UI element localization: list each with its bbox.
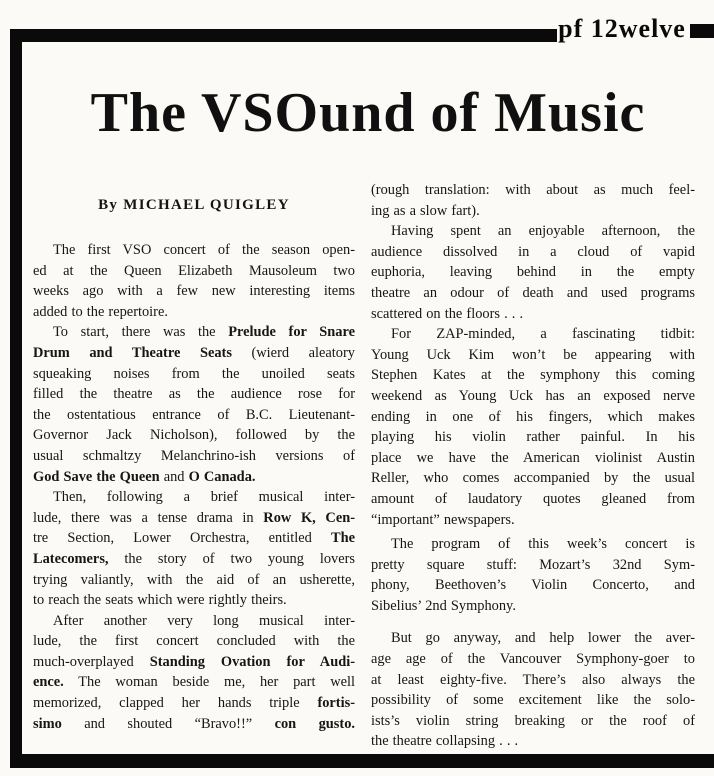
text-segment: scattered on the floors . . . — [371, 305, 524, 322]
page-folio: pf 12welve — [558, 14, 686, 43]
bold-text-segment: Standing Ovation for Audi- — [149, 653, 355, 670]
article-byline: By MICHAEL QUIGLEY — [98, 197, 290, 213]
text-segment: ed at the Queen Elizabeth Mausoleum two — [33, 262, 355, 279]
text-segment: weekend as Young Uck has an exposed nerve — [371, 387, 695, 404]
text-line — [371, 489, 695, 510]
text-segment: squeaking noises from the unoiled seats — [33, 365, 355, 382]
text-segment: phony, Beethoven’s Violin Concerto, and — [371, 577, 695, 594]
text-line — [33, 631, 355, 652]
text-segment: added to the repertoire. — [33, 303, 168, 320]
paragraph — [33, 322, 355, 487]
text-segment: Young Uck Kim won’t be appearing with — [371, 346, 695, 363]
text-line — [371, 649, 695, 670]
text-line — [371, 596, 695, 617]
text-line — [33, 281, 355, 302]
text-segment: (rough translation: with about as much feel- — [371, 182, 695, 198]
text-segment: “important” newspapers. — [371, 511, 515, 528]
text-segment: Governor Jack Nicholson), followed by the — [33, 427, 355, 444]
text-segment: The woman beside me, her part well — [63, 674, 355, 691]
text-line — [33, 322, 355, 343]
text-segment: (wierd aleatory — [231, 344, 355, 361]
text-line — [33, 714, 355, 735]
text-segment: The program of this week’s concert is — [391, 536, 695, 553]
text-line — [371, 555, 695, 576]
bold-text-segment: O Canada. — [188, 468, 256, 485]
text-line — [33, 384, 355, 405]
bold-text-segment: simo — [33, 715, 62, 732]
text-line — [371, 221, 695, 242]
text-segment: Reller, who comes accompanied by the usual — [371, 470, 695, 487]
paragraph — [33, 487, 355, 611]
text-line — [33, 343, 355, 364]
frame-left-bar — [10, 29, 22, 768]
article-column-left — [33, 240, 355, 734]
text-line — [33, 528, 355, 549]
text-line — [33, 693, 355, 714]
text-line — [371, 262, 695, 283]
text-line — [33, 590, 355, 611]
text-line — [371, 575, 695, 596]
text-line — [371, 448, 695, 469]
text-line — [33, 302, 355, 323]
bold-text-segment: Cen- — [325, 509, 355, 526]
text-segment: For ZAP-minded, a fascinating tidbit: — [391, 326, 695, 343]
paragraph — [33, 611, 355, 735]
bold-text-segment: God Save the Queen — [33, 468, 160, 485]
text-segment: But go anyway, and help lower the aver- — [391, 630, 695, 647]
bold-text-segment: Drum and Theatre Seats — [33, 344, 232, 361]
text-line — [33, 261, 355, 282]
text-segment: place we have the American violinist Austin — [371, 449, 695, 466]
text-segment: ending in one of his fingers, which makes — [371, 408, 695, 425]
text-segment: euphoria, leaving behind in the empty — [371, 264, 695, 281]
text-line — [33, 425, 355, 446]
text-line — [33, 446, 355, 467]
bold-text-segment: Latecomers, — [33, 550, 109, 567]
text-segment: age age of the Vancouver Symphony-goer to — [371, 651, 695, 668]
text-line — [371, 201, 695, 222]
paragraph — [371, 324, 695, 530]
bold-text-segment: Row K, — [263, 509, 316, 526]
text-segment: playing his violin rather painful. In his — [371, 429, 695, 446]
text-line — [371, 180, 695, 201]
text-line — [33, 487, 355, 508]
text-line — [33, 611, 355, 632]
text-segment: lude, there was a tense drama in — [33, 509, 264, 526]
text-line — [33, 508, 355, 529]
text-segment: the theatre collapsing . . . — [371, 733, 519, 750]
text-line — [371, 345, 695, 366]
text-line — [33, 570, 355, 591]
text-line — [371, 534, 695, 555]
text-line — [371, 324, 695, 345]
text-line — [33, 549, 355, 570]
text-segment: to reach the seats which were rightly theirs. — [33, 592, 287, 609]
text-line — [33, 672, 355, 693]
text-line — [33, 467, 355, 488]
text-segment: trying valiantly, with the aid of an usherette, — [33, 571, 355, 588]
paragraph — [371, 534, 695, 616]
text-line — [371, 407, 695, 428]
text-segment: ing as a slow fart). — [371, 202, 480, 219]
text-segment: Stephen Kates at the symphony this coming — [371, 367, 695, 384]
text-line — [33, 364, 355, 385]
text-segment — [316, 510, 326, 526]
text-segment: tre Section, Lower Orchestra, entitled — [33, 530, 331, 547]
bold-text-segment: fortis- — [317, 695, 355, 712]
text-segment: Having spent an enjoyable afternoon, the — [391, 223, 695, 240]
text-segment: To start, there was the — [53, 324, 229, 341]
paragraph — [371, 180, 695, 221]
text-line — [371, 304, 695, 325]
paragraph — [371, 221, 695, 324]
text-line — [371, 468, 695, 489]
bold-text-segment: con gusto. — [274, 715, 355, 732]
text-line — [371, 628, 695, 649]
text-line — [371, 427, 695, 448]
text-segment: usual schmaltzy Melanchrino-ish versions of — [33, 447, 355, 464]
article-title: The VSOund of Music — [90, 82, 646, 144]
frame-top-bar-left — [10, 29, 557, 42]
text-segment: pretty square stuff: Mozart’s 32nd Sym- — [371, 556, 695, 573]
bold-text-segment: ence. — [33, 674, 64, 691]
bold-text-segment: Prelude for Snare — [228, 324, 355, 341]
frame-top-bar-right — [690, 24, 714, 38]
paragraph — [371, 628, 695, 752]
text-line — [371, 731, 695, 752]
text-line — [33, 405, 355, 426]
text-segment: the story of two young lovers — [108, 550, 355, 567]
paragraph — [33, 240, 355, 322]
text-segment: and — [159, 468, 189, 485]
text-segment: Then, following a brief musical inter- — [53, 489, 355, 506]
text-line — [371, 283, 695, 304]
text-segment: theatre an odour of death and used programs — [371, 284, 695, 301]
text-segment: audience dissolved in a cloud of vapid — [371, 243, 695, 260]
text-segment: lude, the first concert concluded with the — [33, 633, 355, 650]
text-line — [371, 386, 695, 407]
text-segment: After another very long musical inter- — [53, 612, 355, 629]
text-segment: amount of laudatory quotes gleaned from — [371, 490, 695, 507]
text-segment: possibility of some excitement like the solo- — [371, 692, 695, 709]
text-line — [371, 670, 695, 691]
text-segment: weeks ago with a few new interesting items — [33, 283, 355, 300]
text-line — [33, 652, 355, 673]
text-segment: ists’s violin string breaking or the roof of — [371, 712, 695, 729]
bold-text-segment: The — [331, 530, 355, 547]
text-segment: the ostentatious entrance of B.C. Lieutenant- — [33, 406, 355, 423]
text-line — [371, 510, 695, 531]
text-segment: at least eighty-five. There’s also always the — [371, 671, 695, 688]
article-column-right — [371, 180, 695, 752]
text-segment: The first VSO concert of the season open- — [53, 242, 355, 258]
frame-bottom-bar — [10, 754, 714, 768]
text-segment: Sibelius’ 2nd Symphony. — [371, 597, 516, 614]
text-line — [371, 242, 695, 263]
text-segment: filled the theatre as the audience rose for — [33, 386, 355, 403]
text-segment: and shouted “Bravo!!” — [61, 715, 275, 732]
text-line — [33, 240, 355, 261]
text-segment: memorized, clapped her hands triple — [33, 695, 318, 712]
text-line — [371, 711, 695, 732]
text-line — [371, 690, 695, 711]
text-line — [371, 365, 695, 386]
text-segment: much-overplayed — [33, 653, 150, 670]
